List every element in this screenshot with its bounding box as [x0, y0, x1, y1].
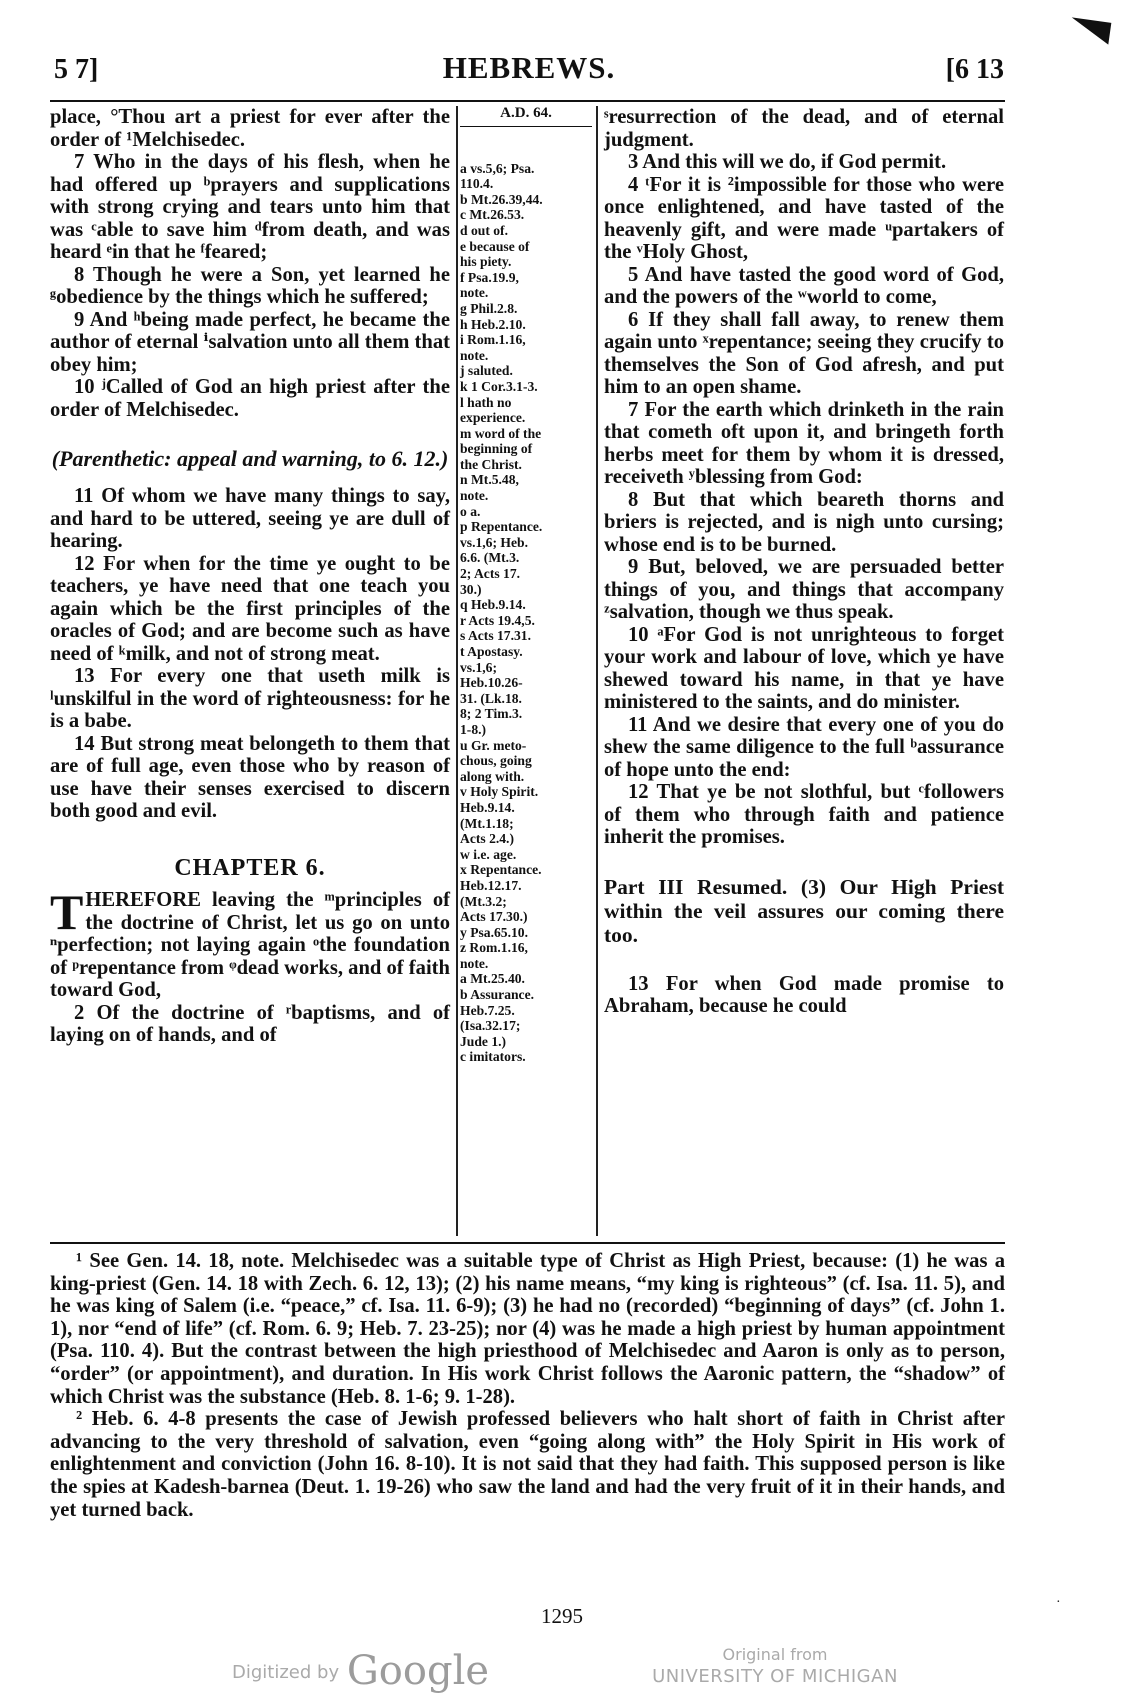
margin-note: (Mt.3.2; [460, 893, 507, 909]
margin-note: c imitators. [460, 1049, 526, 1065]
margin-note: note. [460, 347, 489, 363]
column-divider-right [596, 106, 598, 1236]
margin-note: Heb.7.25. [460, 1002, 515, 1018]
university-label: UNIVERSITY OF MICHIGAN [652, 1666, 898, 1687]
column-divider-left [456, 106, 458, 1236]
header-right: [6 13 [945, 54, 1004, 85]
original-from-label: Original from [722, 1645, 828, 1664]
parenthetic-heading: (Parenthetic: appeal and warning, to 6. 12.) [51, 446, 449, 471]
footnote-1: ¹ See Gen. 14. 18, note. Melchisedec was a suitable type of Christ as High Priest, because: (1) he was a king-priest (Gen. 14. 18 with Zech. 6. 12, 13); (2) his name means, “my king is righteous” (cf. Isa. 11. 5), and he was king of Salem (i.e. “peace,” cf. Isa. 11. 6-9); (3) he had no (recorded) “beginning of days” (cf. John 1. 1), nor “end of life” (cf. Rom. 6. 9; Heb. 7. 23-25); nor (4) was he made a high priest by human appointment (Psa. 110. 4). But the contrast between the high priesthood of Melchisedec and Aaron is only as to person, “order” (or appointment), and duration. In His work Christ follows the Aaronic pattern, the “shadow” of which Christ was the substance (Heb. 8. 1-6; 9. 1-28). [50, 1250, 1005, 1408]
verse-9: 9 But, beloved, we are persuaded better things of you, and things that accompany ᶻsalvation, though we thus speak. [604, 556, 1004, 623]
margin-note: g Phil.2.8. [460, 300, 518, 316]
margin-date: A.D. 64. [460, 106, 592, 127]
source-stamp [600, 1644, 950, 1688]
footnote-2: ² Heb. 6. 4-8 presents the case of Jewish professed believers who halt short of faith in Christ after advancing to the very threshold of salvation, even “going along with” the Holy Spirit in His work of enlightenment and conviction (John 16. 8-10). It is not said that they had faith. This supposed person is like the spies at Kadesh-barnea (Deut. 1. 19-26) who saw the land and had the very fruit of it in their hands, and yet turned back. [50, 1408, 1005, 1521]
margin-note: a vs.5,6; Psa. [460, 160, 535, 176]
margin-note: vs.1,6; Heb. [460, 534, 528, 550]
verse-text: ˢresurrection of the dead, and of eternal judgment. [604, 106, 1004, 151]
verse-1-text: HEREFORE leaving the ᵐprinciples of the doctrine of Christ, let us go on unto ⁿperfection; not laying again ᵒthe foundation of ᵖrepentance from ᵠdead works, and of faith toward God, [50, 889, 450, 1001]
header-rule [50, 100, 1005, 102]
margin-note: y Psa.65.10. [460, 924, 528, 940]
margin-note: t Apostasy. [460, 644, 523, 659]
running-header [54, 50, 1004, 92]
margin-note: j saluted. [460, 363, 513, 379]
margin-references [460, 106, 592, 1065]
verse-5: 5 And have tasted the good word of God, and the powers of the ʷworld to come, [604, 263, 1004, 308]
margin-note: his piety. [460, 254, 512, 270]
margin-note: 30.) [460, 581, 482, 597]
margin-note: k 1 Cor.3.1-3. [460, 378, 538, 394]
margin-note: Jude 1.) [460, 1033, 507, 1049]
margin-note: the Christ. [460, 456, 522, 472]
margin-note: Heb.12.17. [460, 877, 522, 893]
margin-note: m word of the [460, 425, 542, 441]
header-left: 5 7] [54, 54, 99, 85]
margin-note: note. [460, 285, 489, 301]
margin-note: Acts 17.30.) [460, 909, 528, 925]
margin-note: experience. [460, 410, 526, 426]
footnotes [50, 1250, 1005, 1521]
margin-note: b Assurance. [460, 987, 535, 1003]
margin-note: 2; Acts 17. [460, 566, 521, 582]
margin-note: h Heb.2.10. [460, 316, 526, 332]
margin-note: z Rom.1.16, [460, 940, 528, 956]
margin-note: b Mt.26.39,44. [460, 191, 543, 207]
verse-14: 14 But strong meat belongeth to them that are of full age, even those who by reason of use have their senses exercised to discern both good and evil. [50, 732, 450, 822]
chapter-6-verse-1 [50, 884, 450, 1002]
margin-note: s Acts 17.31. [460, 628, 531, 644]
margin-note: l hath no [460, 394, 512, 410]
verse-11: 11 Of whom we have many things to say, and hard to be uttered, seeing ye are dull of hearing. [50, 485, 450, 552]
margin-note: 1-8.) [460, 721, 487, 737]
verse-4: 4 ᵗFor it is ²impossible for those who were once enlightened, and have tasted of the heavenly gift, and were made ᵘpartakers of the ᵛHoly Ghost, [604, 173, 1004, 263]
margin-note: 110.4. [460, 176, 494, 192]
verse-10: 10 ʲCalled of God an high priest after the order of Melchisedec. [50, 376, 450, 421]
margin-note: note. [460, 488, 489, 504]
margin-note: f Psa.19.9, [460, 269, 519, 285]
page-number: 1295 [541, 1604, 583, 1628]
margin-note: 8; 2 Tim.3. [460, 706, 523, 722]
margin-note: u Gr. meto- [460, 737, 527, 753]
margin-note: along with. [460, 768, 525, 784]
footnote-rule [50, 1242, 1005, 1244]
verse-7: 7 For the earth which drinketh in the rain that cometh oft upon it, and bringeth forth herbs meet for them by whom it is dressed, receiveth ʸblessing from God: [604, 398, 1004, 488]
scan-speck: · [1056, 1595, 1061, 1610]
margin-note: q Heb.9.14. [460, 597, 526, 613]
margin-note: i Rom.1.16, [460, 332, 526, 348]
digitized-label: Digitized by [232, 1662, 340, 1683]
margin-note: (Isa.32.17; [460, 1018, 521, 1034]
corner-mark [1069, 17, 1112, 44]
margin-note: 31. (Lk.18. [460, 690, 522, 706]
header-title: HEBREWS. [442, 50, 616, 85]
margin-note: p Repentance. [460, 519, 543, 535]
verse-12: 12 For when for the time ye ought to be teachers, ye have need that one teach you again which be the first principles of the oracles of God; and are become such as have need of ᵏmilk, and not of strong meat. [50, 552, 450, 665]
margin-note: r Acts 19.4,5. [460, 612, 535, 628]
verse-11: 11 And we desire that every one of you do shew the same diligence to the full ᵇassurance of hope unto the end: [604, 713, 1004, 781]
part-heading: Part III Resumed. (3) Our High Priest within the veil assures our coming there too. [604, 874, 1004, 947]
margin-note: x Repentance. [460, 862, 542, 878]
margin-note: c Mt.26.53. [460, 207, 525, 223]
digitized-stamp [232, 1648, 489, 1694]
margin-note: 6.6. (Mt.3. [460, 550, 520, 566]
verse-text: place, °Thou art a priest for ever after the order of ¹Melchisedec. [50, 106, 450, 151]
margin-note: e because of [460, 238, 530, 254]
verse-6: 6 If they shall fall away, to renew them again unto ˣrepentance; seeing they crucify to themselves the Son of God afresh, and put him to an open shame. [604, 308, 1004, 398]
margin-note: d out of. [460, 222, 508, 238]
margin-note: (Mt.1.18; [460, 815, 514, 831]
margin-note: chous, going [460, 753, 532, 769]
margin-note: w i.e. age. [460, 846, 517, 862]
margin-note: a Mt.25.40. [460, 971, 525, 987]
verse-10: 10 ᵃFor God is not unrighteous to forget your work and labour of love, which ye have shewed toward his name, in that ye have ministered to the saints, and do minister. [604, 623, 1004, 713]
verse-8: 8 Though he were a Son, yet learned he ᵍobedience by the things which he suffered; [50, 263, 450, 308]
left-column [50, 106, 450, 1047]
drop-cap: T [50, 884, 84, 940]
google-logo: Google [346, 1648, 490, 1694]
verse-7: 7 Who in the days of his flesh, when he had offered up ᵇprayers and supplications with strong crying and tears unto him that was ᶜable to save him ᵈfrom death, and was heard ᵉin that he ᶠfeared; [50, 151, 450, 263]
margin-note: v Holy Spirit. [460, 784, 539, 800]
margin-note: Acts 2.4.) [460, 831, 514, 847]
verse-8: 8 But that which beareth thorns and briers is rejected, and is nigh unto cursing; whose end is to be burned. [604, 488, 1004, 556]
verse-12: 12 That ye be not slothful, but ᶜfollowers of them who through faith and patience inherit the promises. [604, 781, 1004, 848]
verse-3: 3 And this will we do, if God permit. [628, 151, 947, 173]
margin-note: n Mt.5.48, [460, 472, 519, 488]
margin-note: Heb.9.14. [460, 799, 515, 815]
chapter-heading: CHAPTER 6. [174, 854, 326, 881]
chapter-6-verse-2: 2 Of the doctrine of ʳbaptisms, and of laying on of hands, and of [50, 1001, 450, 1046]
verse-13: 13 For every one that useth milk is ˡunskilful in the word of righteousness: for he is a babe. [50, 665, 450, 732]
margin-note: Heb.10.26- [460, 675, 523, 691]
margin-notes-list [460, 161, 592, 1065]
margin-note: note. [460, 955, 489, 971]
margin-note: o a. [460, 503, 481, 519]
margin-note: beginning of [460, 441, 533, 457]
right-column [604, 106, 1004, 1018]
verse-9: 9 And ʰbeing made perfect, he became the author of eternal ⁱsalvation unto all them that obey him; [50, 308, 450, 376]
margin-note: vs.1,6; [460, 659, 498, 675]
verse-13: 13 For when God made promise to Abraham, because he could [604, 972, 1004, 1017]
